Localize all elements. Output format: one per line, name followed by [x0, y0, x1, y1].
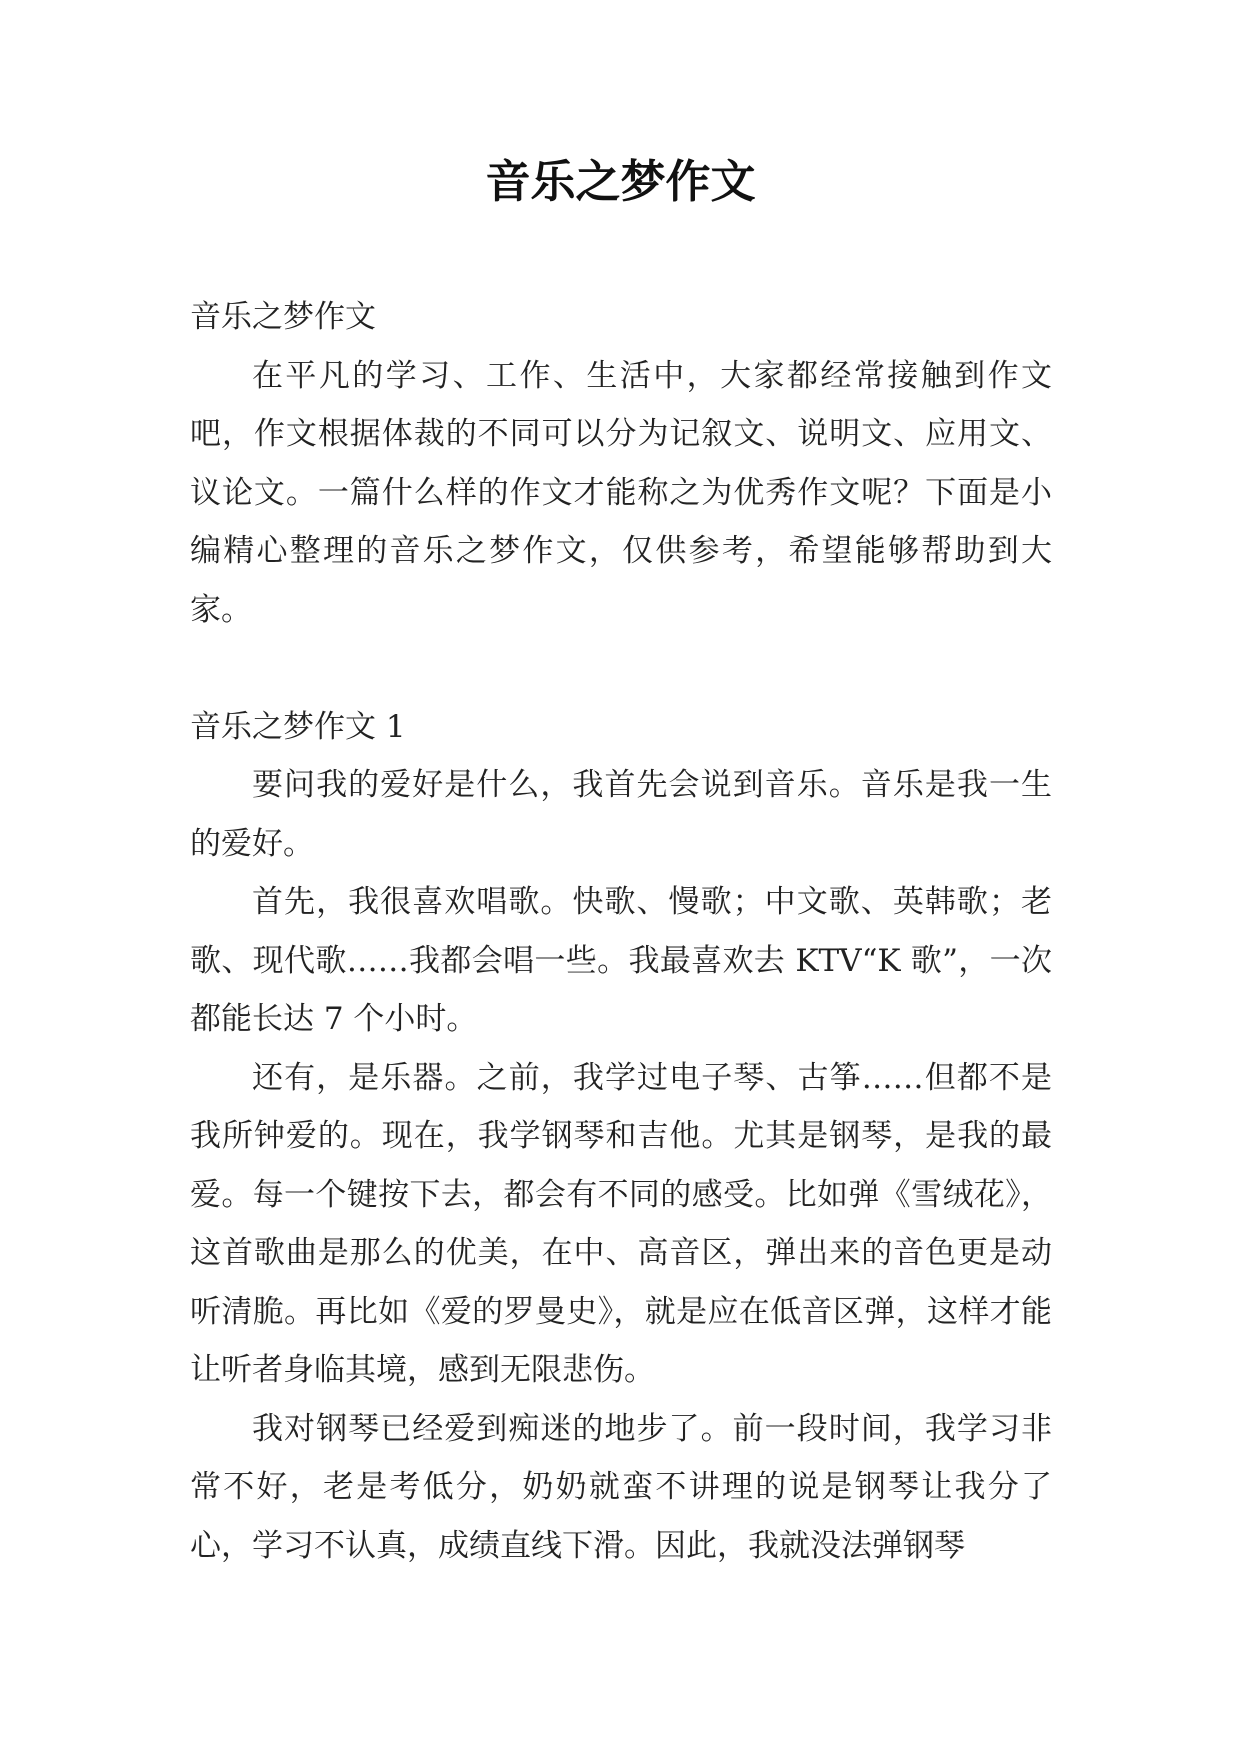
intro-heading: 音乐之梦作文: [190, 299, 376, 335]
document-body: [190, 288, 1052, 1575]
intro-paragraph: 在平凡的学习、工作、生活中，大家都经常接触到作文吧，作文根据体裁的不同可以分为记叙文、说明文、应用文、议论文。一篇什么样的作文才能称之为优秀作文呢？下面是小编精心整理的音乐之梦作文，仅供参考，希望能够帮助到大家。: [190, 357, 1052, 628]
section-1-paragraph-2: 首先，我很喜欢唱歌。快歌、慢歌；中文歌、英韩歌；老歌、现代歌……我都会唱一些。我最喜欢去 KTV“K 歌”，一次都能长达 7 个小时。: [190, 884, 1052, 1037]
document-title: 音乐之梦作文: [485, 155, 756, 208]
section-spacer: [190, 639, 1052, 698]
section-1-heading: 音乐之梦作文 1: [190, 708, 406, 745]
section-1-paragraph-4: 我对钢琴已经爱到痴迷的地步了。前一段时间，我学习非常不好，老是考低分，奶奶就蛮不讲理的说是钢琴让我分了心，学习不认真，成绩直线下滑。因此，我就没法弹钢琴: [190, 1410, 1052, 1564]
section-1-paragraph-1: 要问我的爱好是什么，我首先会说到音乐。音乐是我一生的爱好。: [190, 767, 1052, 862]
section-1-paragraph-3: 还有，是乐器。之前，我学过电子琴、古筝……但都不是我所钟爱的。现在，我学钢琴和吉他。尤其是钢琴，是我的最爱。每一个键按下去，都会有不同的感受。比如弹《雪绒花》，这首歌曲是那么的优美，在中、高音区，弹出来的音色更是动听清脆。再比如《爱的罗曼史》，就是应在低音区弹，这样才能让听者身临其境，感到无限悲伤。: [190, 1059, 1052, 1388]
